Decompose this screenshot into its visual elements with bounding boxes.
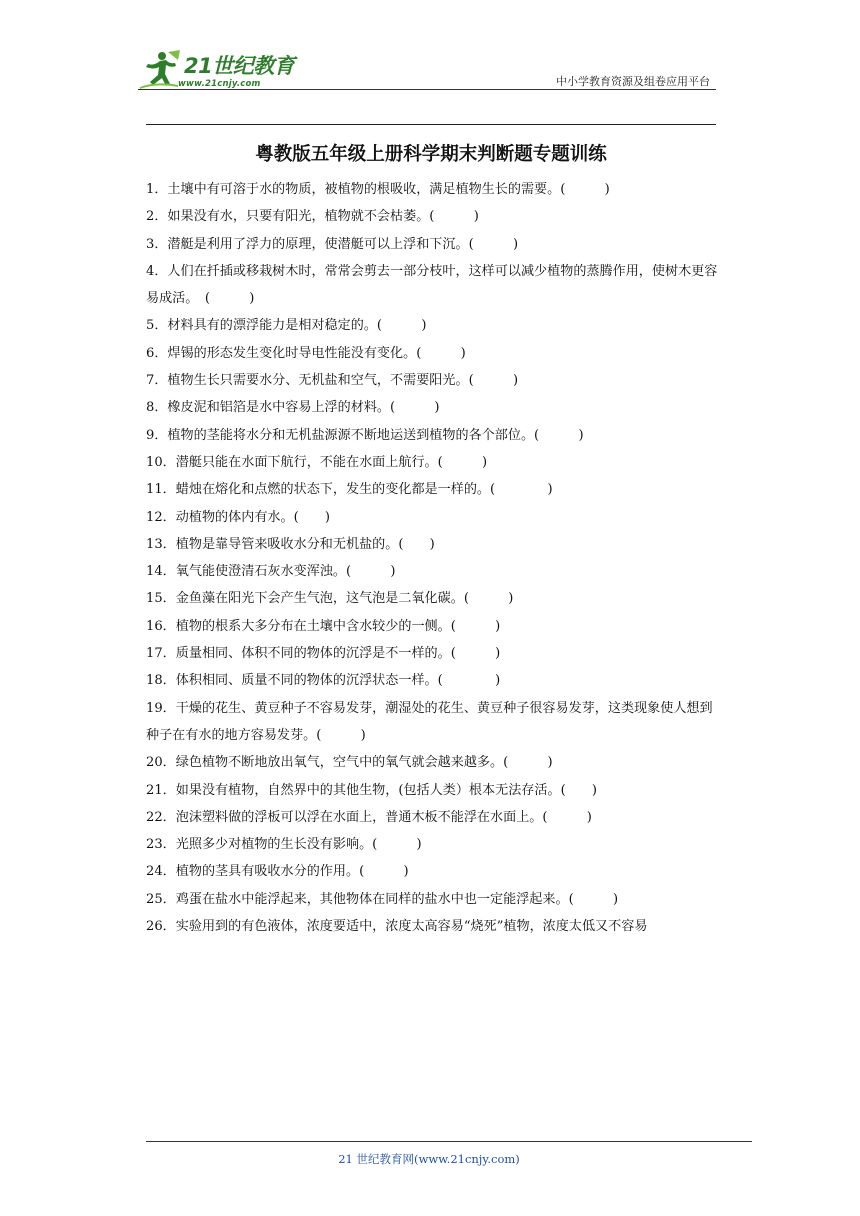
question-item: 8．橡皮泥和铝箔是水中容易上浮的材料。( )	[146, 400, 440, 416]
question-item: 11．蜡烛在熔化和点燃的状态下，发生的变化都是一样的。( )	[146, 482, 553, 498]
question-list	[146, 176, 720, 940]
question-item: 7．植物生长只需要水分、无机盐和空气，不需要阳光。( )	[146, 373, 519, 389]
logo-url: www.21cnjy.com	[178, 79, 261, 89]
question-item: 24．植物的茎具有吸收水分的作用。( )	[146, 864, 409, 880]
question-item: 19．干燥的花生、黄豆种子不容易发芽，潮湿处的花生、黄豆种子很容易发芽，这类现象使人想到种子在有水的地方容易发芽。( )	[146, 700, 713, 743]
title-divider	[146, 124, 716, 125]
footer-link[interactable]: 21 世纪教育网(www.21cnjy.com)	[338, 1152, 520, 1166]
footer-divider	[146, 1141, 752, 1142]
question-item: 17．质量相同、体积不同的物体的沉浮是不一样的。( )	[146, 646, 501, 662]
question-item: 3．潜艇是利用了浮力的原理，使潜艇可以上浮和下沉。( )	[146, 236, 519, 252]
question-item: 26．实验用到的有色液体，浓度要适中，浓度太高容易“烧死”植物，浓度太低又不容易	[146, 919, 648, 935]
question-item: 15．金鱼藻在阳光下会产生气泡，这气泡是二氧化碳。( )	[146, 591, 514, 607]
site-logo	[138, 48, 313, 90]
question-item: 23．光照多少对植物的生长没有影响。( )	[146, 837, 422, 853]
question-item: 2．如果没有水，只要有阳光，植物就不会枯萎。( )	[146, 209, 479, 225]
question-item: 9．植物的茎能将水分和无机盐源源不断地运送到植物的各个部位。( )	[146, 427, 584, 443]
question-item: 18．体积相同、质量不同的物体的沉浮状态一样。( )	[146, 673, 501, 689]
page-header	[138, 40, 716, 90]
header-divider	[138, 89, 716, 90]
platform-label: 中小学教育资源及组卷应用平台	[556, 75, 710, 88]
question-item: 13．植物是靠导管来吸收水分和无机盐的。( )	[146, 536, 435, 552]
question-item: 1．土壤中有可溶于水的物质，被植物的根吸收，满足植物生长的需要。( )	[146, 182, 610, 197]
question-item: 22．泡沫塑料做的浮板可以浮在水面上，普通木板不能浮在水面上。( )	[146, 809, 592, 825]
question-item: 10．潜艇只能在水面下航行，不能在水面上航行。( )	[146, 454, 488, 470]
document-title: 粤教版五年级上册科学期末判断题专题训练	[255, 144, 607, 165]
question-item: 6．焊锡的形态发生变化时导电性能没有变化。( )	[146, 345, 466, 361]
question-item: 12．动植物的体内有水。( )	[146, 509, 331, 525]
question-item: 14．氧气能使澄清石灰水变浑浊。( )	[146, 564, 396, 580]
question-item: 21．如果没有植物，自然界中的其他生物，(包括人类）根本无法存活。( )	[146, 782, 597, 798]
question-item: 4．人们在扦插或移栽树木时，常常会剪去一部分枝叶，这样可以减少植物的蒸腾作用，使树木更容易成活。 ( )	[146, 263, 718, 307]
question-item: 5．材料具有的漂浮能力是相对稳定的。( )	[146, 318, 427, 334]
question-item: 16．植物的根系大多分布在土壤中含水较少的一侧。( )	[146, 618, 501, 634]
logo-text: 21世纪教育	[184, 54, 295, 78]
question-item: 20．绿色植物不断地放出氧气，空气中的氧气就会越来越多。( )	[146, 755, 553, 771]
question-item: 25．鸡蛋在盐水中能浮起来，其他物体在同样的盐水中也一定能浮起来。( )	[146, 891, 619, 907]
